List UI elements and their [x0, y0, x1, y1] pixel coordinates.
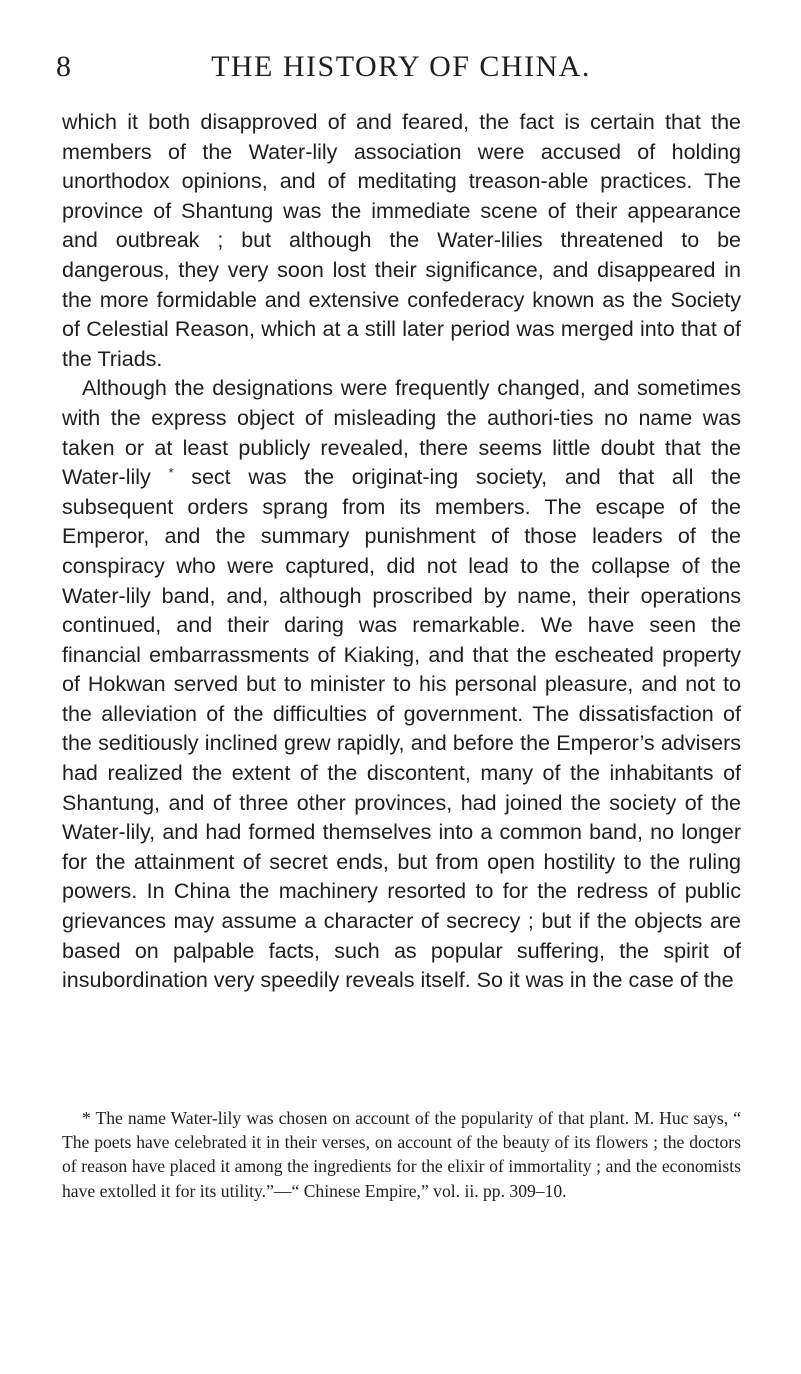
- page-header: [56, 50, 746, 90]
- paragraph: which it both disapproved of and feared, the fact is certain that the members of the Water-lily association were accused of holding unorthodox opinions, and of meditating treason-able practices. The province of Shantung was the immediate scene of their appearance and outbreak ; but although the Water-lilies threatened to be dangerous, they very soon lost their significance, and disappeared in the more formidable and extensive confederacy known as the Society of Celestial Reason, which at a still later period was merged into that of the Triads.: [62, 110, 741, 371]
- running-title: THE HISTORY OF CHINA.: [211, 50, 591, 83]
- paragraph-text: Although the designations were frequently changed, and sometimes with the express object of misleading the authori-ties no name was taken or at least publicly revealed, there seems little doubt that the Water-lily: [62, 376, 741, 490]
- paragraph-text: sect was the originat-ing society, and that all the subsequent orders sprang from its members. The escape of the Emperor, and the summary punishment of those leaders of the conspiracy who were captured, did not lead to the collapse of the Water-lily band, and, although proscribed by name, their operations continued, and their daring was remarkable. We have seen the financial embarrassments of Kiaking, and that the escheated property of Hokwan served but to minister to his personal pleasure, and not to the alleviation of the difficulties of government. The dissatisfaction of the seditiously inclined grew rapidly, and before the Emperor’s advisers had realized the extent of the discontent, many of the inhabitants of Shantung, and of three other provinces, had joined the society of the Water-lily, and had formed themselves into a common band, no longer for the attainment of secret ends, but from open hostility to the ruling powers. In China the machinery resorted to for the redress of public grievances may assume a character of secrecy ; but if the objects are based on palpable facts, such as popular suffering, the spirit of insubordination very speedily reveals itself. So it was in the case of the: [62, 465, 741, 993]
- footnote-reference: *: [168, 465, 174, 481]
- footnote-text: * The name Water-lily was chosen on account of the popularity of that plant. M. Huc says, “ The poets have celebrated it in their verses, on account of the beauty of its flowers ; the doctors of reason have placed it among the ingredients for the elixir of immortality ; and the economists have extolled it for its utility.”—“ Chinese Empire,” vol. ii. pp. 309–10.: [62, 1108, 741, 1201]
- page-number: 8: [56, 50, 72, 83]
- footnote: [62, 1106, 741, 1203]
- paragraph: [62, 374, 741, 995]
- main-text: [62, 108, 741, 996]
